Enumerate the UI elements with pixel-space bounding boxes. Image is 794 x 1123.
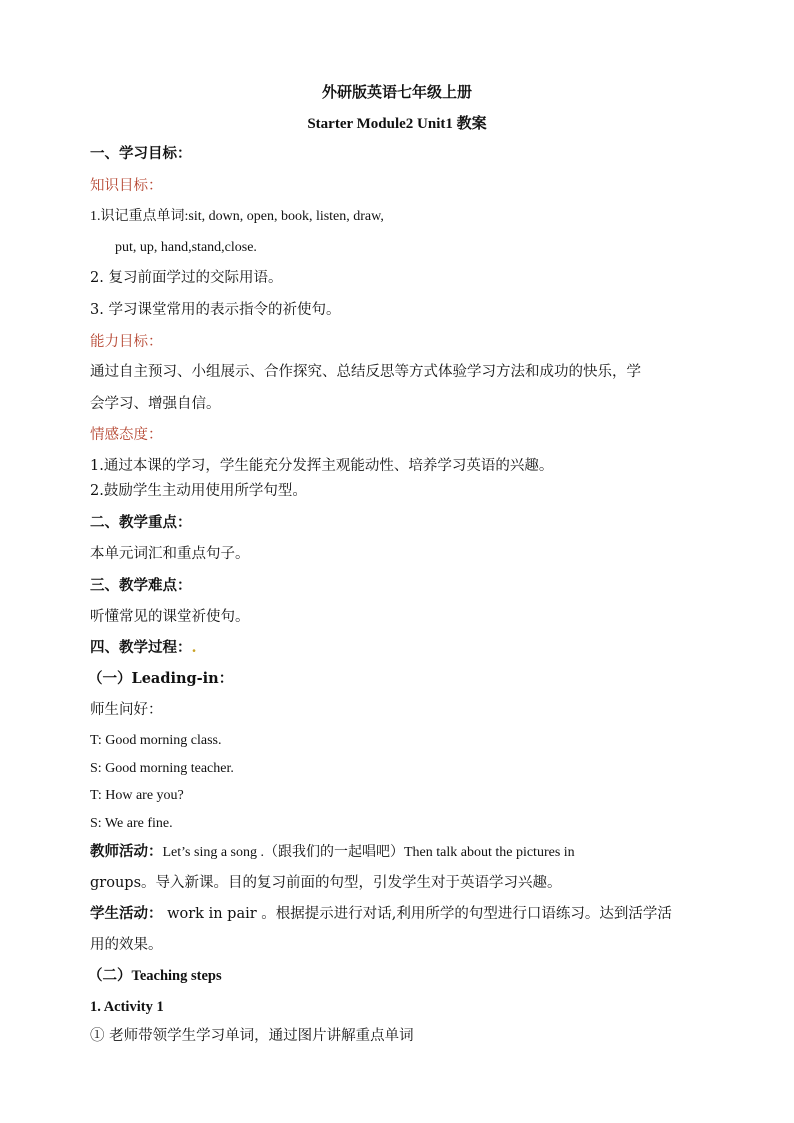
leading-in-heading: （一）Leading-in： [88,670,234,687]
section-heading-goals: 一、学习目标： [90,145,192,162]
ability-goal-line-1: 通过自主预习、小组展示、合作探究、总结反思等方式体验学习方法和成功的快乐，学 [90,364,641,380]
student-activity-text: work in pair 。根据提示进行对话,利用所学的句型进行口语练习。达到活学活 [162,906,672,922]
greeting-label: 师生问好： [90,702,163,718]
process-heading-text: 四、教学过程： [90,639,192,656]
dialogue-line-1: T: Good morning class. [90,733,222,748]
activity-1-item: ① 老师带领学生学习单词，通过图片讲解重点单词 [90,1028,414,1044]
section-heading-process [90,638,197,658]
teacher-activity-line-2: groups。导入新课。目的复习前面的句型，引发学生对于英语学习兴趣。 [90,875,562,891]
emotion-goal-label: 情感态度： [90,427,163,443]
knowledge-item-2: 2. 复习前面学过的交际用语。 [90,270,283,286]
section-heading-difficulties: 三、教学难点： [90,577,192,594]
teacher-activity-label: 教师活动： [90,843,163,860]
knowledge-goal-label: 知识目标： [90,178,163,194]
student-activity-label: 学生活动： [90,905,163,922]
document-title: 外研版英语七年级上册 [321,83,472,101]
knowledge-item-1: 1.识记重点单词:sit, down, open, book, listen, draw, [90,209,384,224]
knowledge-item-1-continued: put, up, hand,stand,close. [115,240,257,255]
document-subtitle: Starter Module2 Unit1 教案 [307,116,487,132]
key-points-text: 本单元词汇和重点句子。 [90,546,250,562]
difficulties-text: 听懂常见的课堂祈使句。 [90,609,250,625]
student-activity-line-2: 用的效果。 [90,937,163,953]
section-heading-key-points: 二、教学重点： [90,514,192,531]
emotion-item-1: 1.通过本课的学习，学生能充分发挥主观能动性、培养学习英语的兴趣。 [90,458,554,474]
process-heading-dot: . [191,639,197,656]
teacher-activity-text: Let’s sing a song .（跟我们的一起唱吧）Then talk about the pictures in [162,845,575,860]
ability-goal-label: 能力目标： [90,334,163,350]
activity-1-heading: 1. Activity 1 [90,999,164,1015]
teacher-activity-line-1 [90,842,575,863]
student-activity-line-1 [90,904,672,924]
dialogue-line-2: S: Good morning teacher. [90,761,234,776]
ability-goal-line-2: 会学习、增强自信。 [90,396,221,412]
teaching-steps-heading: （二）Teaching steps [88,968,222,984]
emotion-item-2: 2.鼓励学生主动用使用所学句型。 [90,483,307,499]
knowledge-item-3: 3. 学习课堂常用的表示指令的祈使句。 [90,302,341,318]
dialogue-line-4: S: We are fine. [90,816,173,831]
dialogue-line-3: T: How are you? [90,788,184,803]
